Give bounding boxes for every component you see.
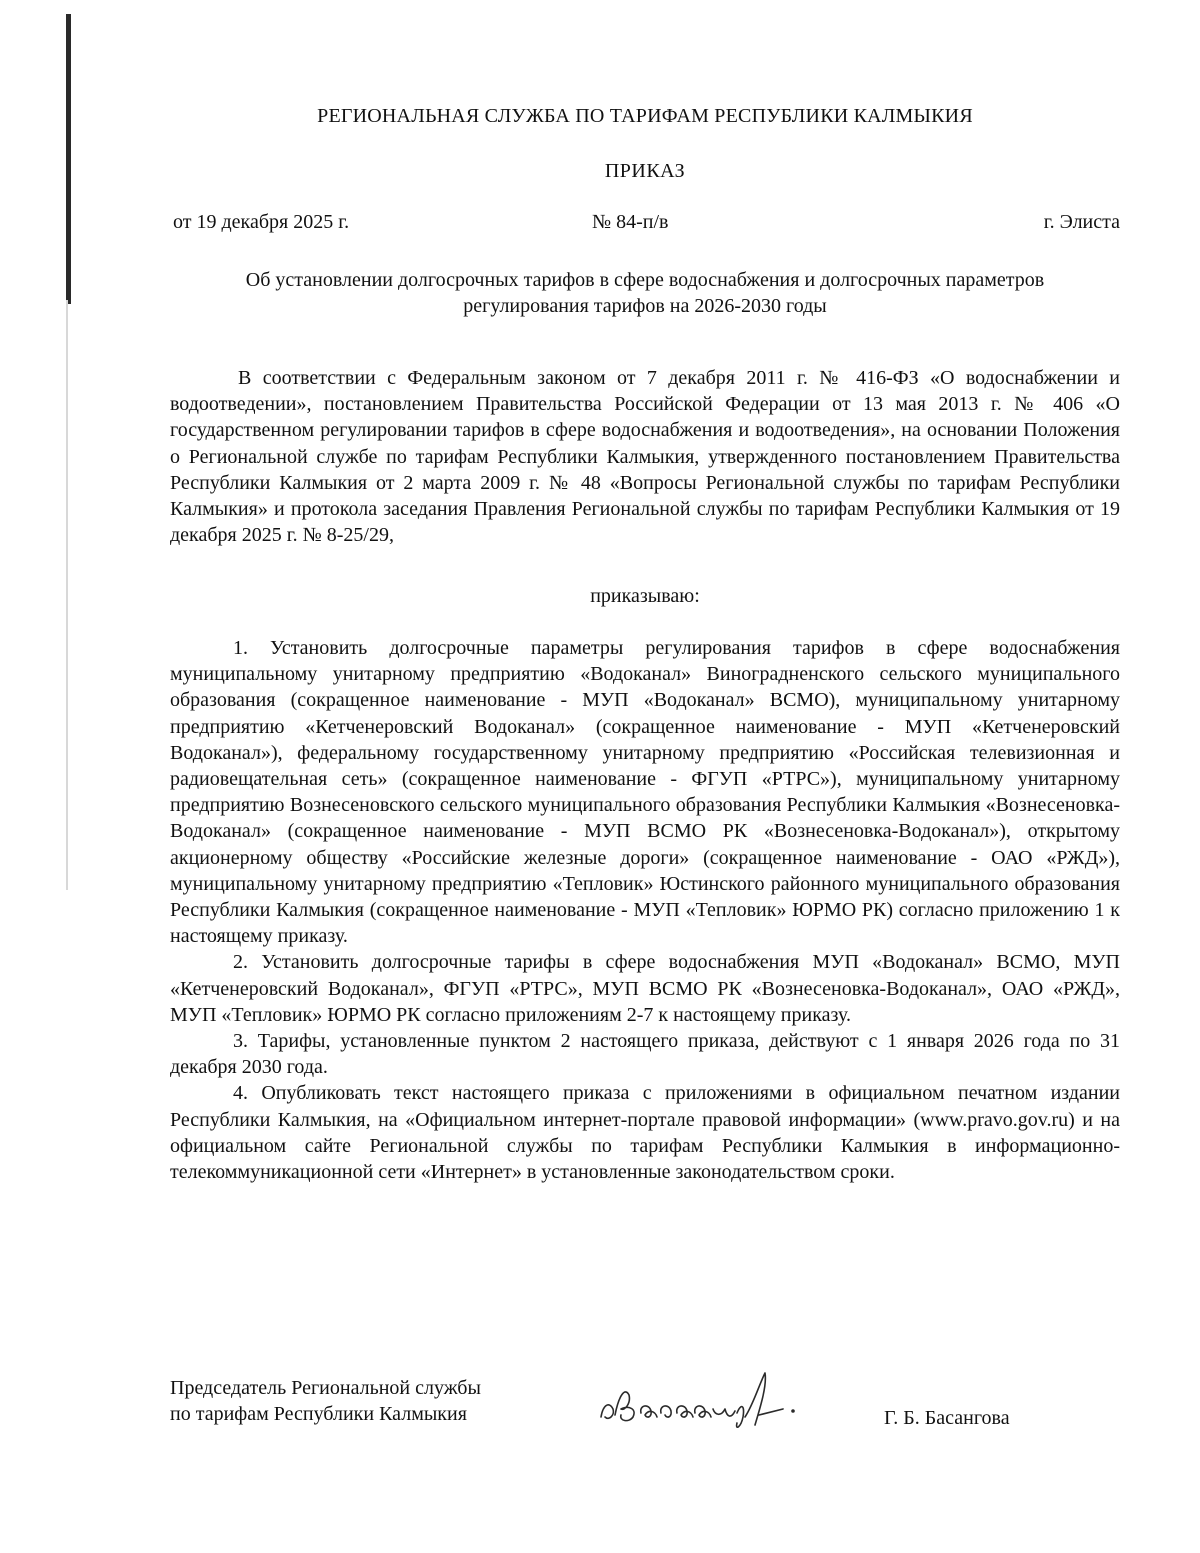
order-item: 1. Установить долгосрочные параметры регулирования тарифов в сфере водоснабжения муниципальному унитарному предприятию «Водоканал» Виноградненского сельского муниципального образования (сокращенное наименование - МУП «Водоканал» ВСМО), муниципальному унитарному предприятию «Кетченеровский Водоканал» (сокращенное наименование - МУП «Кетченеровский Водоканал»), федеральному государственному унитарному предприятию «Российская телевизионная и радиовещательная сеть» (сокращенное наименование - ФГУП «РТРС»), муниципальному унитарному предприятию Вознесеновского сельского муниципального образования Республики Калмыкия «Вознесеновка-Водоканал» (сокращенное наименование - МУП ВСМО РК «Вознесеновка-Водоканал»), открытому акционерному обществу «Российские железные дороги» (сокращенное наименование - ОАО «РЖД»), муниципальному унитарному предприятию «Тепловик» Юстинского районного муниципального образования Республики Калмыкия (сокращенное наименование - МУП «Тепловик» ЮРМО РК) согласно приложению 1 к настоящему приказу.: [170, 637, 1120, 948]
document-date: от 19 декабря 2025 г.: [173, 211, 350, 233]
order-items: [170, 635, 1120, 1185]
order-item: 2. Установить долгосрочные тарифы в сфере водоснабжения МУП «Водоканал» ВСМО, МУП «Кетченеровский Водоканал», ФГУП «РТРС», МУП ВСМО РК «Вознесеновка-Водоканал», ОАО «РЖД», МУП «Тепловик» ЮРМО РК согласно приложениям 2-7 к настоящему приказу.: [170, 951, 1120, 1026]
order-item: 4. Опубликовать текст настоящего приказа с приложениями в официальном печатном издании Республики Калмыкия, на «Официальном интернет-портале правовой информации» (www.pravo.gov.ru) и на официальном сайте Региональной службы по тарифам Республики Калмыкия в информационно-телекоммуникационной сети «Интернет» в установленные законодательством сроки.: [170, 1082, 1120, 1184]
scan-edge-mark: [66, 14, 71, 304]
document-meta: [170, 211, 1120, 237]
signatory-title-line: Председатель Региональной службы: [170, 1377, 481, 1399]
subject-line: Об установлении долгосрочных тарифов в сфере водоснабжения и долгосрочных параметров: [245, 269, 1045, 291]
subject-line: регулирования тарифов на 2026-2030 годы: [463, 295, 827, 317]
signatory-title-line: по тарифам Республики Калмыкия: [170, 1403, 467, 1425]
document-number: № 84-п/в: [592, 211, 669, 233]
handwritten-signature: [595, 1365, 865, 1435]
signatory-name: Г. Б. Басангова: [884, 1407, 1010, 1429]
signatory-title: [170, 1375, 481, 1427]
order-word: приказываю:: [590, 585, 700, 607]
document-subject: [170, 267, 1120, 319]
order-item: 3. Тарифы, установленные пунктом 2 настоящего приказа, действуют с 1 января 2026 года по 31 декабря 2030 года.: [170, 1030, 1120, 1079]
scan-edge-shadow: [66, 300, 68, 890]
organization-title: РЕГИОНАЛЬНАЯ СЛУЖБА ПО ТАРИФАМ РЕСПУБЛИКИ КАЛМЫКИЯ: [317, 105, 973, 127]
preamble-paragraph: В соответствии с Федеральным законом от 7 декабря 2011 г. № 416-ФЗ «О водоснабжении и водоотведении», постановлением Правительства Российской Федерации от 13 мая 2013 г. № 406 «О государственном регулировании тарифов в сфере водоснабжения и водоотведения», на основании Положения о Региональной службе по тарифам Республики Калмыкия, утвержденного постановлением Правительства Республики Калмыкия от 2 марта 2009 г. № 48 «Вопросы Региональной службы по тарифам Республики Калмыкия» и протокола заседания Правления Региональной службы по тарифам Республики Калмыкия от 19 декабря 2025 г. № 8-25/29,: [170, 367, 1120, 547]
document-type: ПРИКАЗ: [604, 160, 686, 182]
signature-block: [170, 1375, 1120, 1435]
document-city: г. Элиста: [1043, 211, 1120, 233]
